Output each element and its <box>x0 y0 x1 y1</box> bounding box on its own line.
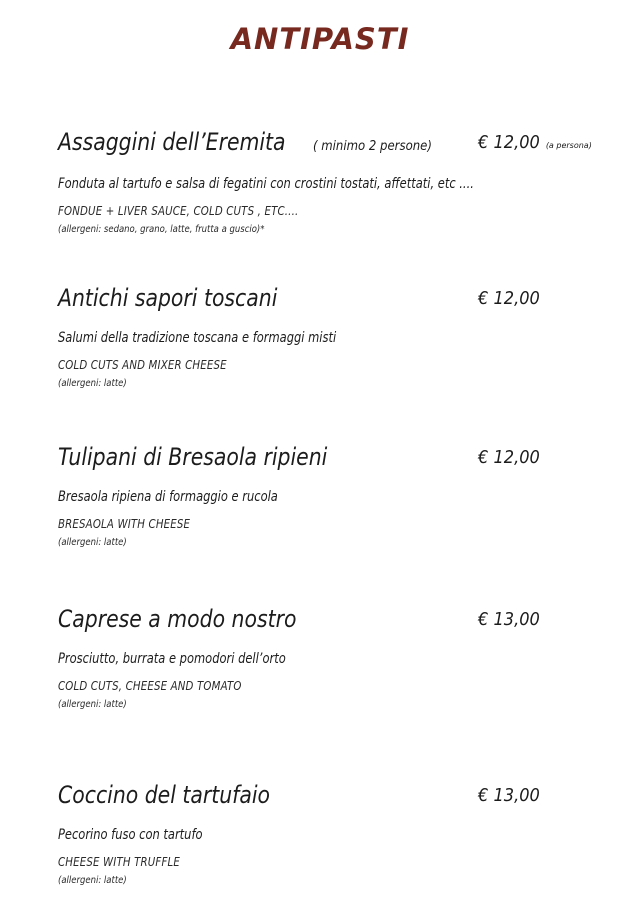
dish-price <box>478 283 547 315</box>
price-suffix: (a persona) <box>545 141 592 150</box>
menu-item <box>58 441 612 550</box>
menu-item-header <box>58 441 612 476</box>
menu-item <box>58 779 612 888</box>
dish-name: Caprese a modo nostro <box>58 605 297 633</box>
dish-description-english: COLD CUTS, CHEESE AND TOMATO <box>58 679 242 693</box>
price-value: € 12,00 <box>478 132 540 153</box>
price-value: € 12,00 <box>478 447 540 468</box>
menu-item-header <box>58 779 612 814</box>
dish-name: Coccino del tartufaio <box>58 781 271 809</box>
dish-price <box>478 442 547 474</box>
dish-price <box>478 604 547 636</box>
dish-allergens: (allergeni: latte) <box>58 875 127 886</box>
dish-description-italian: Fonduta al tartufo e salsa di fegatini con crostini tostati, affettati, etc .... <box>58 176 474 192</box>
menu-section-antipasti <box>0 126 640 888</box>
dish-description-italian: Bresaola ripiena di formaggio e rucola <box>58 489 278 505</box>
price-value: € 13,00 <box>478 609 540 630</box>
dish-allergens: (allergeni: latte) <box>58 537 127 548</box>
dish-description-italian: Prosciutto, burrata e pomodori dell’orto <box>58 651 286 667</box>
dish-allergens: (allergeni: sedano, grano, latte, frutta a guscio)* <box>58 224 265 235</box>
dish-description-english: FONDUE + LIVER SAUCE, COLD CUTS , ETC.... <box>58 204 299 218</box>
dish-price <box>478 780 547 812</box>
menu-item-header <box>58 282 612 317</box>
menu-item <box>58 603 612 712</box>
dish-description-english: COLD CUTS AND MIXER CHEESE <box>58 358 227 372</box>
menu-item <box>58 126 612 237</box>
price-value: € 13,00 <box>478 785 540 806</box>
dish-name: Tulipani di Bresaola ripieni <box>58 443 328 471</box>
dish-description-english: CHEESE WITH TRUFFLE <box>58 855 180 869</box>
dish-note: ( minimo 2 persone) <box>312 139 432 154</box>
price-value: € 12,00 <box>478 288 540 309</box>
dish-allergens: (allergeni: latte) <box>58 699 127 710</box>
menu-item-header <box>58 603 612 638</box>
dish-name: Antichi sapori toscani <box>58 284 278 312</box>
dish-description-italian: Salumi della tradizione toscana e formaggi misti <box>58 330 337 346</box>
menu-item <box>58 282 612 391</box>
dish-description-english: BRESAOLA WITH CHEESE <box>58 517 191 531</box>
menu-item-header <box>58 126 612 163</box>
dish-price <box>478 127 592 162</box>
dish-name: Assaggini dell’Eremita <box>58 128 286 156</box>
dish-allergens: (allergeni: latte) <box>58 378 127 389</box>
page-title: ANTIPASTI <box>230 22 410 56</box>
dish-description-italian: Pecorino fuso con tartufo <box>58 827 203 843</box>
